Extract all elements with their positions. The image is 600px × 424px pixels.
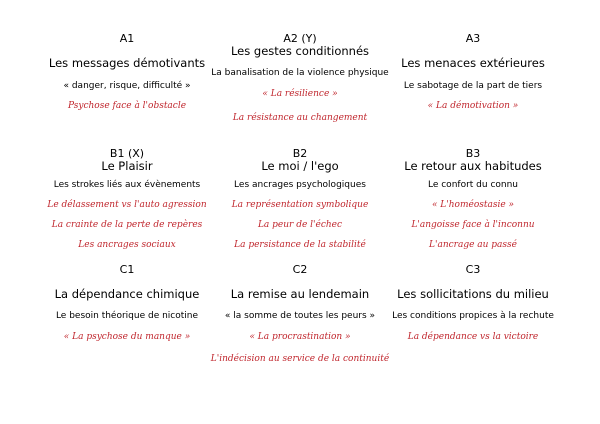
- cell-code: C3: [465, 263, 481, 276]
- cell-code: C1: [119, 263, 135, 276]
- cell-note: La dépendance vs la victoire: [407, 332, 539, 342]
- cell-note: « La procrastination »: [249, 332, 351, 342]
- cell-note: L'ancrage au passé: [429, 240, 517, 250]
- cell-subtitle: Le confort du connu: [427, 180, 519, 190]
- cell-code: C2: [292, 263, 308, 276]
- cell-code: A2 (Y): [283, 32, 317, 45]
- cell-code: B3: [465, 147, 481, 160]
- cell-note: Psychose face à l'obstacle: [67, 101, 187, 111]
- cell-subtitle: La banalisation de la violence physique: [211, 68, 389, 78]
- cell-note: Les ancrages sociaux: [78, 240, 176, 250]
- cell-title: Le retour aux habitudes: [404, 159, 542, 173]
- cell-title: Les messages démotivants: [48, 56, 206, 70]
- cell-note: Le délassement vs l'auto agression: [47, 200, 207, 210]
- cell-note: « La résilience »: [262, 89, 338, 99]
- cell-note: L'angoisse face à l'inconnu: [411, 220, 535, 230]
- cell-note: La crainte de la perte de repères: [51, 220, 203, 230]
- cell-note: La résistance au changement: [232, 113, 368, 123]
- cell-note: La persistance de la stabilité: [234, 240, 366, 250]
- cell-note: La peur de l'échec: [257, 220, 343, 230]
- cell-note: La représentation symbolique: [231, 200, 369, 210]
- cell-title: Les sollicitations du milieu: [397, 287, 549, 301]
- cell-note: « La psychose du manque »: [63, 332, 191, 342]
- cell-title: La remise au lendemain: [230, 287, 370, 301]
- cell-note: « L'homéostasie »: [431, 200, 515, 210]
- cell-title: Le Plaisir: [101, 159, 153, 173]
- cell-code: B1 (X): [109, 147, 145, 160]
- cell-code: B2: [292, 147, 308, 160]
- cell-title: La dépendance chimique: [54, 287, 200, 301]
- cell-subtitle: « la somme de toutes les peurs »: [224, 311, 376, 321]
- cell-code: A3: [465, 32, 481, 45]
- cell-subtitle: Le sabotage de la part de tiers: [403, 81, 543, 91]
- cell-subtitle: « danger, risque, difficulté »: [63, 81, 191, 91]
- cell-title: Le moi / l'ego: [261, 159, 339, 173]
- cell-subtitle: Les conditions propices à la rechute: [392, 311, 554, 321]
- cell-title: Les menaces extérieures: [401, 56, 545, 70]
- cell-note: L'indécision au service de la continuité: [210, 354, 390, 364]
- cell-subtitle: Les ancrages psychologiques: [234, 180, 366, 190]
- cell-subtitle: Les strokes liés aux évènements: [53, 180, 201, 190]
- cell-title: Les gestes conditionnés: [230, 44, 370, 58]
- cell-subtitle: Le besoin théorique de nicotine: [55, 311, 199, 321]
- cell-code: A1: [119, 32, 135, 45]
- cell-note: « La démotivation »: [427, 101, 519, 111]
